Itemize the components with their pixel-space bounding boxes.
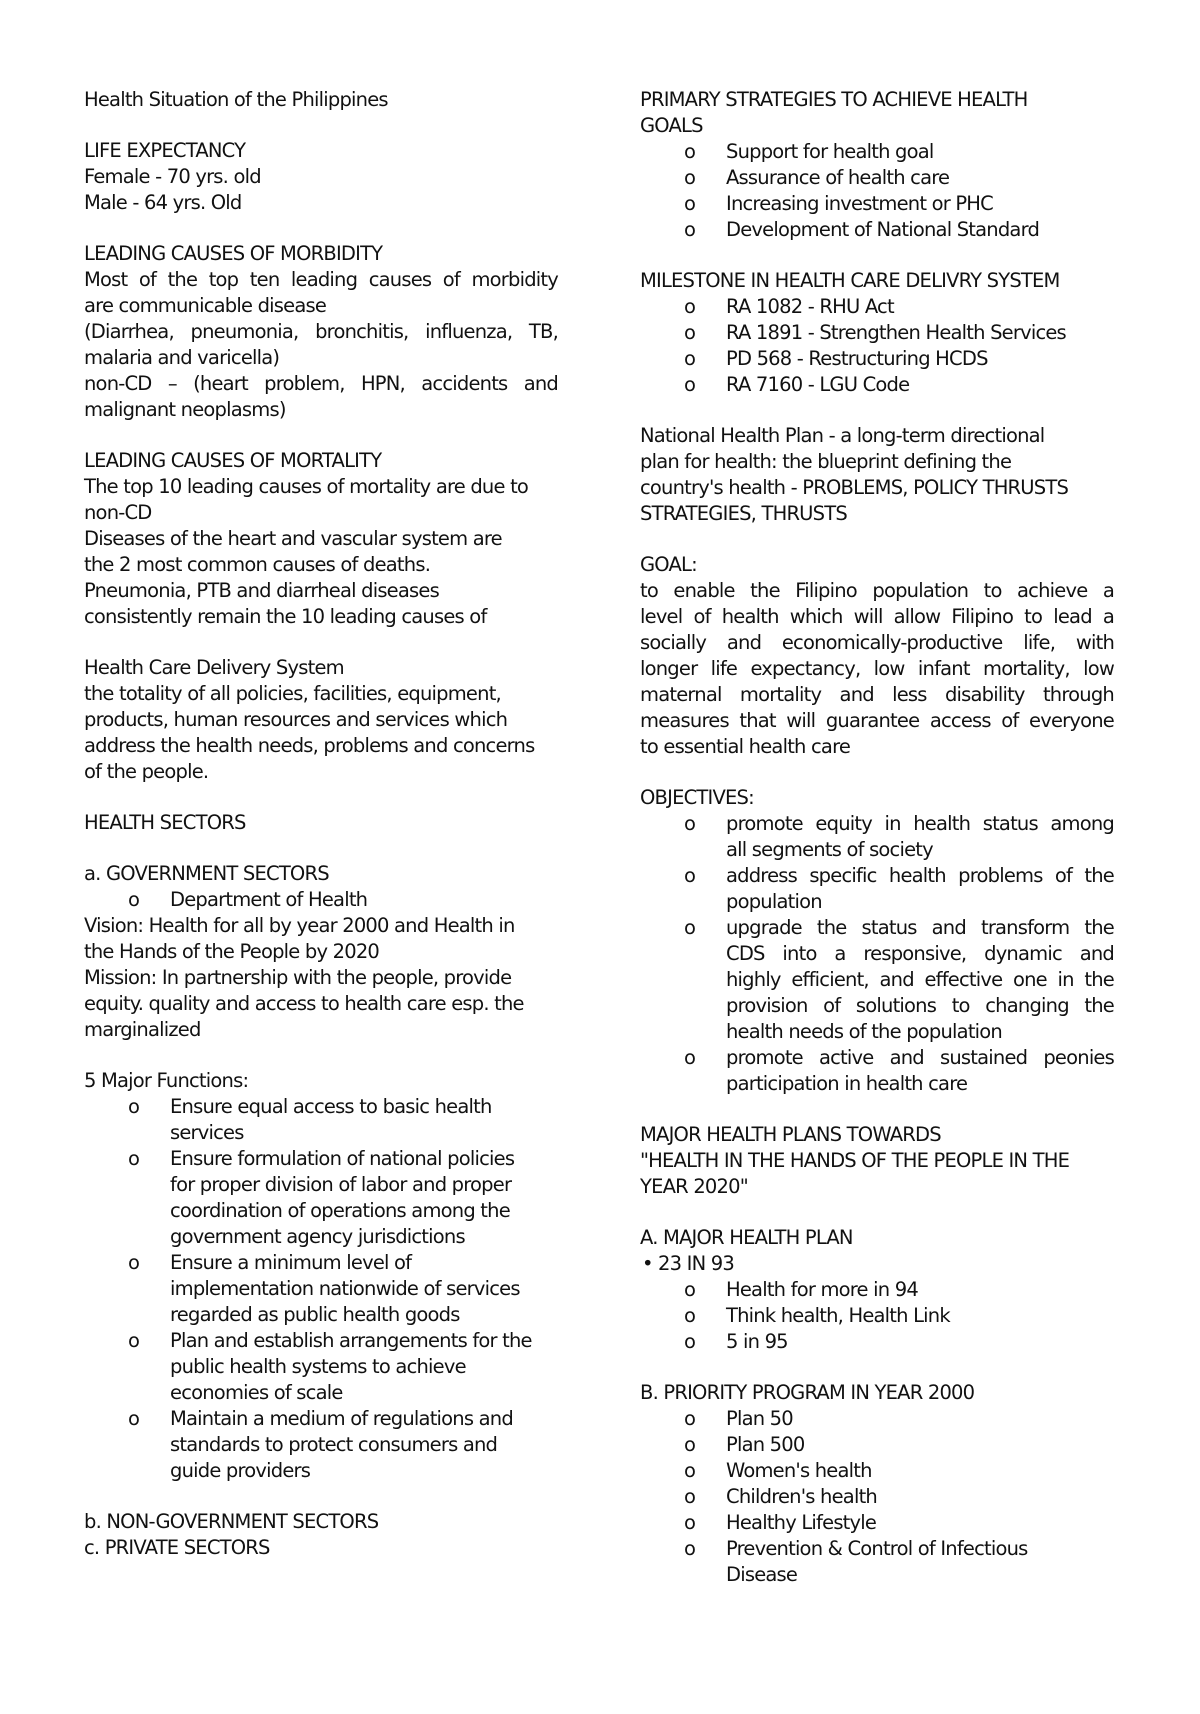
bullet-marker: o bbox=[684, 1278, 696, 1301]
list-item-text: Ensure a minimum level of bbox=[170, 1251, 412, 1274]
left-column bbox=[84, 87, 558, 1561]
life-expectancy-female: Female - 70 yrs. old bbox=[84, 165, 261, 188]
ngo-heading: b. NON-GOVERNMENT SECTORS bbox=[84, 1510, 379, 1533]
list-item-text: Plan and establish arrangements for the bbox=[170, 1329, 532, 1352]
list-item bbox=[640, 1458, 1114, 1484]
text-line: longer life expectancy, low infant mortality, low bbox=[640, 657, 1114, 680]
text-line: YEAR 2020" bbox=[640, 1175, 748, 1198]
text-line: to enable the Filipino population to achieve a bbox=[640, 579, 1114, 602]
morbidity-heading: LEADING CAUSES OF MORBIDITY bbox=[84, 242, 383, 265]
milestone-list bbox=[640, 294, 1114, 398]
vision-mission-text bbox=[84, 913, 558, 1043]
list-item bbox=[640, 1484, 1114, 1510]
list-item bbox=[84, 887, 558, 913]
list-item-text: public health systems to achieve bbox=[170, 1355, 466, 1378]
text-line: are communicable disease bbox=[84, 294, 327, 317]
text-line: plan for health: the blueprint defining the bbox=[640, 450, 1012, 473]
list-item-text: promote equity in health status among bbox=[726, 812, 1114, 835]
list-item-text: participation in health care bbox=[726, 1072, 968, 1095]
text-line: Pneumonia, PTB and diarrheal diseases bbox=[84, 579, 439, 602]
hcds-text bbox=[84, 681, 558, 785]
morbidity-text bbox=[84, 267, 558, 423]
bullet-marker: o bbox=[684, 192, 696, 215]
text-line: The top 10 leading causes of mortality are due to bbox=[84, 475, 529, 498]
bullet-marker: o bbox=[684, 812, 696, 835]
list-item-text: Think health, Health Link bbox=[726, 1304, 950, 1327]
goal-heading: GOAL: bbox=[640, 553, 697, 576]
bullet-marker: o bbox=[684, 218, 696, 241]
plan-b-list bbox=[640, 1406, 1114, 1588]
list-item-text: Disease bbox=[726, 1563, 798, 1586]
text-line: PRIMARY STRATEGIES TO ACHIEVE HEALTH bbox=[640, 88, 1028, 111]
text-line: to essential health care bbox=[640, 735, 851, 758]
objectives-heading: OBJECTIVES: bbox=[640, 786, 754, 809]
bullet-marker: o bbox=[684, 295, 696, 318]
list-item-text: Women's health bbox=[726, 1459, 872, 1482]
life-expectancy-male: Male - 64 yrs. Old bbox=[84, 191, 242, 214]
bullet-marker: o bbox=[684, 1330, 696, 1353]
list-item bbox=[640, 863, 1114, 915]
text-line: country's health - PROBLEMS, POLICY THRUSTS bbox=[640, 476, 1069, 499]
text-line: National Health Plan - a long-term directional bbox=[640, 424, 1045, 447]
list-item-text: RA 1891 - Strengthen Health Services bbox=[726, 321, 1066, 344]
text-line: address the health needs, problems and concerns bbox=[84, 734, 535, 757]
list-item-text: Health for more in 94 bbox=[726, 1278, 918, 1301]
major-plans-heading bbox=[640, 1122, 1114, 1200]
list-item-text: RA 1082 - RHU Act bbox=[726, 295, 894, 318]
bullet-marker: o bbox=[128, 1407, 140, 1430]
bullet-marker: o bbox=[684, 1485, 696, 1508]
text-line: MAJOR HEALTH PLANS TOWARDS bbox=[640, 1123, 941, 1146]
life-expectancy-heading: LIFE EXPECTANCY bbox=[84, 139, 246, 162]
bullet-marker: o bbox=[684, 166, 696, 189]
text-line: STRATEGIES, THRUSTS bbox=[640, 502, 847, 525]
list-item bbox=[640, 372, 1114, 398]
text-line: the Hands of the People by 2020 bbox=[84, 940, 380, 963]
list-item-text: health needs of the population bbox=[726, 1020, 1002, 1043]
text-line: non-CD – (heart problem, HPN, accidents and bbox=[84, 372, 558, 395]
bullet-marker: o bbox=[128, 1251, 140, 1274]
list-item-text: RA 7160 - LGU Code bbox=[726, 373, 910, 396]
list-item-text: highly efficient, and effective one in the bbox=[726, 968, 1114, 991]
list-item bbox=[640, 1536, 1114, 1588]
list-item-text: Ensure formulation of national policies bbox=[170, 1147, 515, 1170]
hcds-heading: Health Care Delivery System bbox=[84, 656, 344, 679]
list-item bbox=[84, 1328, 558, 1406]
list-item bbox=[640, 915, 1114, 1045]
text-line: malignant neoplasms) bbox=[84, 398, 286, 421]
mortality-text bbox=[84, 474, 558, 630]
list-item-text: Children's health bbox=[726, 1485, 877, 1508]
text-line: products, human resources and services which bbox=[84, 708, 508, 731]
text-line: marginalized bbox=[84, 1018, 201, 1041]
list-item-text: Prevention & Control of Infectious bbox=[726, 1537, 1028, 1560]
bullet-marker: o bbox=[684, 1407, 696, 1430]
bullet-marker: o bbox=[684, 1511, 696, 1534]
right-column bbox=[640, 87, 1114, 1588]
text-line: Most of the top ten leading causes of morbidity bbox=[84, 268, 558, 291]
plan-a-dot-item: 23 IN 93 bbox=[658, 1252, 734, 1275]
list-item bbox=[640, 139, 1114, 165]
objectives-list bbox=[640, 811, 1114, 1097]
list-item-text: Ensure equal access to basic health bbox=[170, 1095, 492, 1118]
list-item bbox=[640, 1045, 1114, 1097]
list-item bbox=[640, 1432, 1114, 1458]
text-line: measures that will guarantee access of everyone bbox=[640, 709, 1114, 732]
text-line: Diseases of the heart and vascular system are bbox=[84, 527, 502, 550]
list-item-text: Increasing investment or PHC bbox=[726, 192, 993, 215]
goal-text bbox=[640, 578, 1114, 760]
list-item-text: population bbox=[726, 890, 822, 913]
list-item bbox=[640, 1406, 1114, 1432]
bullet-marker: o bbox=[684, 1433, 696, 1456]
bullet-marker: o bbox=[684, 1537, 696, 1560]
list-item bbox=[84, 1250, 558, 1328]
list-item bbox=[84, 1146, 558, 1250]
list-item bbox=[640, 1303, 1114, 1329]
milestone-heading: MILESTONE IN HEALTH CARE DELIVRY SYSTEM bbox=[640, 269, 1060, 292]
list-item bbox=[640, 294, 1114, 320]
bullet-marker: o bbox=[684, 347, 696, 370]
bullet-marker: o bbox=[684, 916, 696, 939]
bullet-marker: o bbox=[684, 140, 696, 163]
plan-a-list bbox=[640, 1277, 1114, 1355]
list-item bbox=[640, 191, 1114, 217]
bullet-marker: o bbox=[128, 888, 140, 911]
list-item bbox=[640, 1329, 1114, 1355]
government-sectors-heading: a. GOVERNMENT SECTORS bbox=[84, 862, 329, 885]
list-item-text: Plan 500 bbox=[726, 1433, 805, 1456]
private-heading: c. PRIVATE SECTORS bbox=[84, 1536, 270, 1559]
list-item-text: all segments of society bbox=[726, 838, 933, 861]
list-item bbox=[640, 320, 1114, 346]
text-line: equity. quality and access to health care esp. the bbox=[84, 992, 524, 1015]
list-item-text: government agency jurisdictions bbox=[170, 1225, 465, 1248]
list-item-text: Support for health goal bbox=[726, 140, 934, 163]
text-line: Vision: Health for all by year 2000 and Health in bbox=[84, 914, 515, 937]
list-item bbox=[84, 1094, 558, 1146]
text-line: (Diarrhea, pneumonia, bronchitis, influenza, TB, bbox=[84, 320, 558, 343]
text-line: the 2 most common causes of deaths. bbox=[84, 553, 431, 576]
list-item-text: for proper division of labor and proper bbox=[170, 1173, 512, 1196]
mortality-heading: LEADING CAUSES OF MORTALITY bbox=[84, 449, 382, 472]
doh-item: Department of Health bbox=[170, 888, 368, 911]
bullet-marker: o bbox=[684, 864, 696, 887]
strategies-list bbox=[640, 139, 1114, 243]
list-item bbox=[640, 1251, 1114, 1277]
list-item-text: upgrade the status and transform the bbox=[726, 916, 1114, 939]
text-line: maternal mortality and less disability through bbox=[640, 683, 1114, 706]
text-line: malaria and varicella) bbox=[84, 346, 280, 369]
bullet-marker: o bbox=[684, 321, 696, 344]
list-item bbox=[640, 1510, 1114, 1536]
list-item bbox=[640, 165, 1114, 191]
bullet-marker: o bbox=[684, 1459, 696, 1482]
list-item bbox=[84, 1406, 558, 1484]
list-item-text: 5 in 95 bbox=[726, 1330, 788, 1353]
list-item-text: PD 568 - Restructuring HCDS bbox=[726, 347, 988, 370]
strategies-heading bbox=[640, 87, 1114, 139]
text-line: the totality of all policies, facilities, equipment, bbox=[84, 682, 501, 705]
list-item-text: standards to protect consumers and bbox=[170, 1433, 498, 1456]
bullet-marker: o bbox=[128, 1329, 140, 1352]
bullet-marker: o bbox=[684, 373, 696, 396]
list-item-text: promote active and sustained peonies bbox=[726, 1046, 1114, 1069]
functions-heading: 5 Major Functions: bbox=[84, 1069, 249, 1092]
text-line: socially and economically-productive life, with bbox=[640, 631, 1114, 654]
list-item-text: Development of National Standard bbox=[726, 218, 1040, 241]
bullet-marker: o bbox=[684, 1304, 696, 1327]
bullet-marker: o bbox=[128, 1147, 140, 1170]
text-line: consistently remain the 10 leading causes of bbox=[84, 605, 487, 628]
plan-b-heading: B. PRIORITY PROGRAM IN YEAR 2000 bbox=[640, 1381, 975, 1404]
list-item-text: services bbox=[170, 1121, 244, 1144]
list-item-text: provision of solutions to changing the bbox=[726, 994, 1114, 1017]
nhp-text bbox=[640, 423, 1114, 527]
list-item-text: economies of scale bbox=[170, 1381, 343, 1404]
text-line: non-CD bbox=[84, 501, 152, 524]
list-item-text: CDS into a responsive, dynamic and bbox=[726, 942, 1114, 965]
list-item bbox=[640, 1277, 1114, 1303]
health-sectors-heading: HEALTH SECTORS bbox=[84, 811, 246, 834]
text-line: "HEALTH IN THE HANDS OF THE PEOPLE IN THE bbox=[640, 1149, 1070, 1172]
plan-a-heading: A. MAJOR HEALTH PLAN bbox=[640, 1226, 853, 1249]
page-title: Health Situation of the Philippines bbox=[84, 88, 388, 111]
bullet-marker: o bbox=[128, 1095, 140, 1118]
list-item-text: Assurance of health care bbox=[726, 166, 950, 189]
text-line: Mission: In partnership with the people, provide bbox=[84, 966, 512, 989]
list-item-text: implementation nationwide of services bbox=[170, 1277, 520, 1300]
list-item-text: Plan 50 bbox=[726, 1407, 793, 1430]
bullet-marker: o bbox=[684, 1046, 696, 1069]
list-item bbox=[640, 217, 1114, 243]
list-item bbox=[640, 346, 1114, 372]
list-item-text: coordination of operations among the bbox=[170, 1199, 510, 1222]
text-line: level of health which will allow Filipino to lead a bbox=[640, 605, 1114, 628]
list-item-text: Maintain a medium of regulations and bbox=[170, 1407, 513, 1430]
list-item-text: regarded as public health goods bbox=[170, 1303, 460, 1326]
list-item-text: guide providers bbox=[170, 1459, 311, 1482]
bullet-dot-marker: • bbox=[642, 1252, 654, 1275]
text-line: of the people. bbox=[84, 760, 209, 783]
list-item bbox=[640, 811, 1114, 863]
list-item-text: address specific health problems of the bbox=[726, 864, 1114, 887]
text-line: GOALS bbox=[640, 114, 703, 137]
list-item-text: Healthy Lifestyle bbox=[726, 1511, 877, 1534]
functions-list bbox=[84, 1094, 558, 1484]
